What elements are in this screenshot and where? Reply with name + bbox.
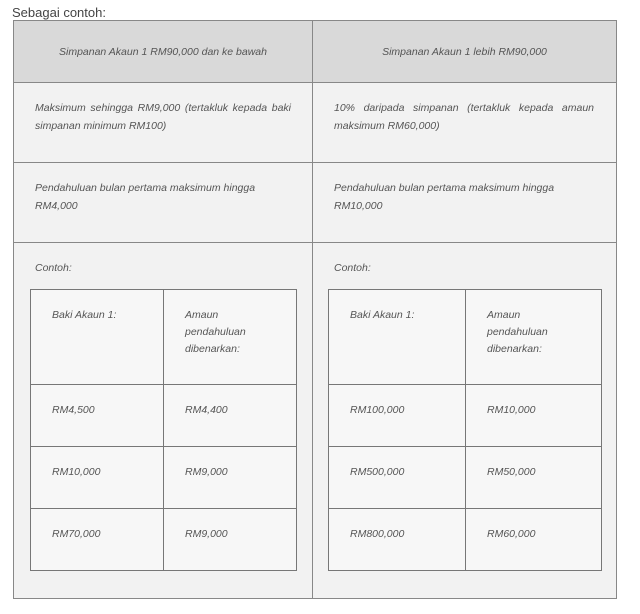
amount-header: Amaun pendahuluan dibenarkan: [487, 309, 548, 355]
table-cell: RM70,000 [52, 528, 101, 540]
table-cell: RM100,000 [350, 404, 405, 416]
example-table-left [30, 289, 297, 571]
row-divider-1 [14, 162, 616, 163]
comparison-table [13, 20, 617, 599]
table-cell: RM9,000 [185, 466, 228, 478]
table-cell: RM800,000 [350, 528, 405, 540]
example-table-right [328, 289, 602, 571]
table-cell: RM60,000 [487, 528, 536, 540]
intro-text: Sebagai contoh: [12, 5, 106, 20]
table-cell: RM10,000 [52, 466, 101, 478]
column-divider [312, 21, 313, 598]
first-month-text-left: Pendahuluan bulan pertama maksimum hingga RM4,000 [35, 182, 256, 212]
limit-text-left: Maksimum sehingga RM9,000 (tertakluk kepada baki simpanan minimum RM100) [35, 102, 291, 132]
balance-header: Baki Akaun 1: [350, 309, 415, 321]
table-cell: RM4,500 [52, 404, 95, 416]
table-cell: RM500,000 [350, 466, 405, 478]
example-label-right: Contoh: [334, 262, 371, 274]
column-header-left: Simpanan Akaun 1 RM90,000 dan ke bawah [58, 46, 267, 58]
table-cell: RM4,400 [185, 404, 228, 416]
table-cell: RM9,000 [185, 528, 228, 540]
first-month-text-right: Pendahuluan bulan pertama maksimum hingga RM10,000 [334, 182, 555, 212]
table-cell: RM10,000 [487, 404, 536, 416]
limit-text-right: 10% daripada simpanan (tertakluk kepada amaun maksimum RM60,000) [334, 102, 594, 132]
row-divider-2 [14, 242, 616, 243]
example-label-left: Contoh: [35, 262, 72, 274]
table-cell: RM50,000 [487, 466, 536, 478]
amount-header: Amaun pendahuluan dibenarkan: [185, 309, 246, 355]
balance-header: Baki Akaun 1: [52, 309, 117, 321]
column-header-right: Simpanan Akaun 1 lebih RM90,000 [382, 46, 547, 58]
